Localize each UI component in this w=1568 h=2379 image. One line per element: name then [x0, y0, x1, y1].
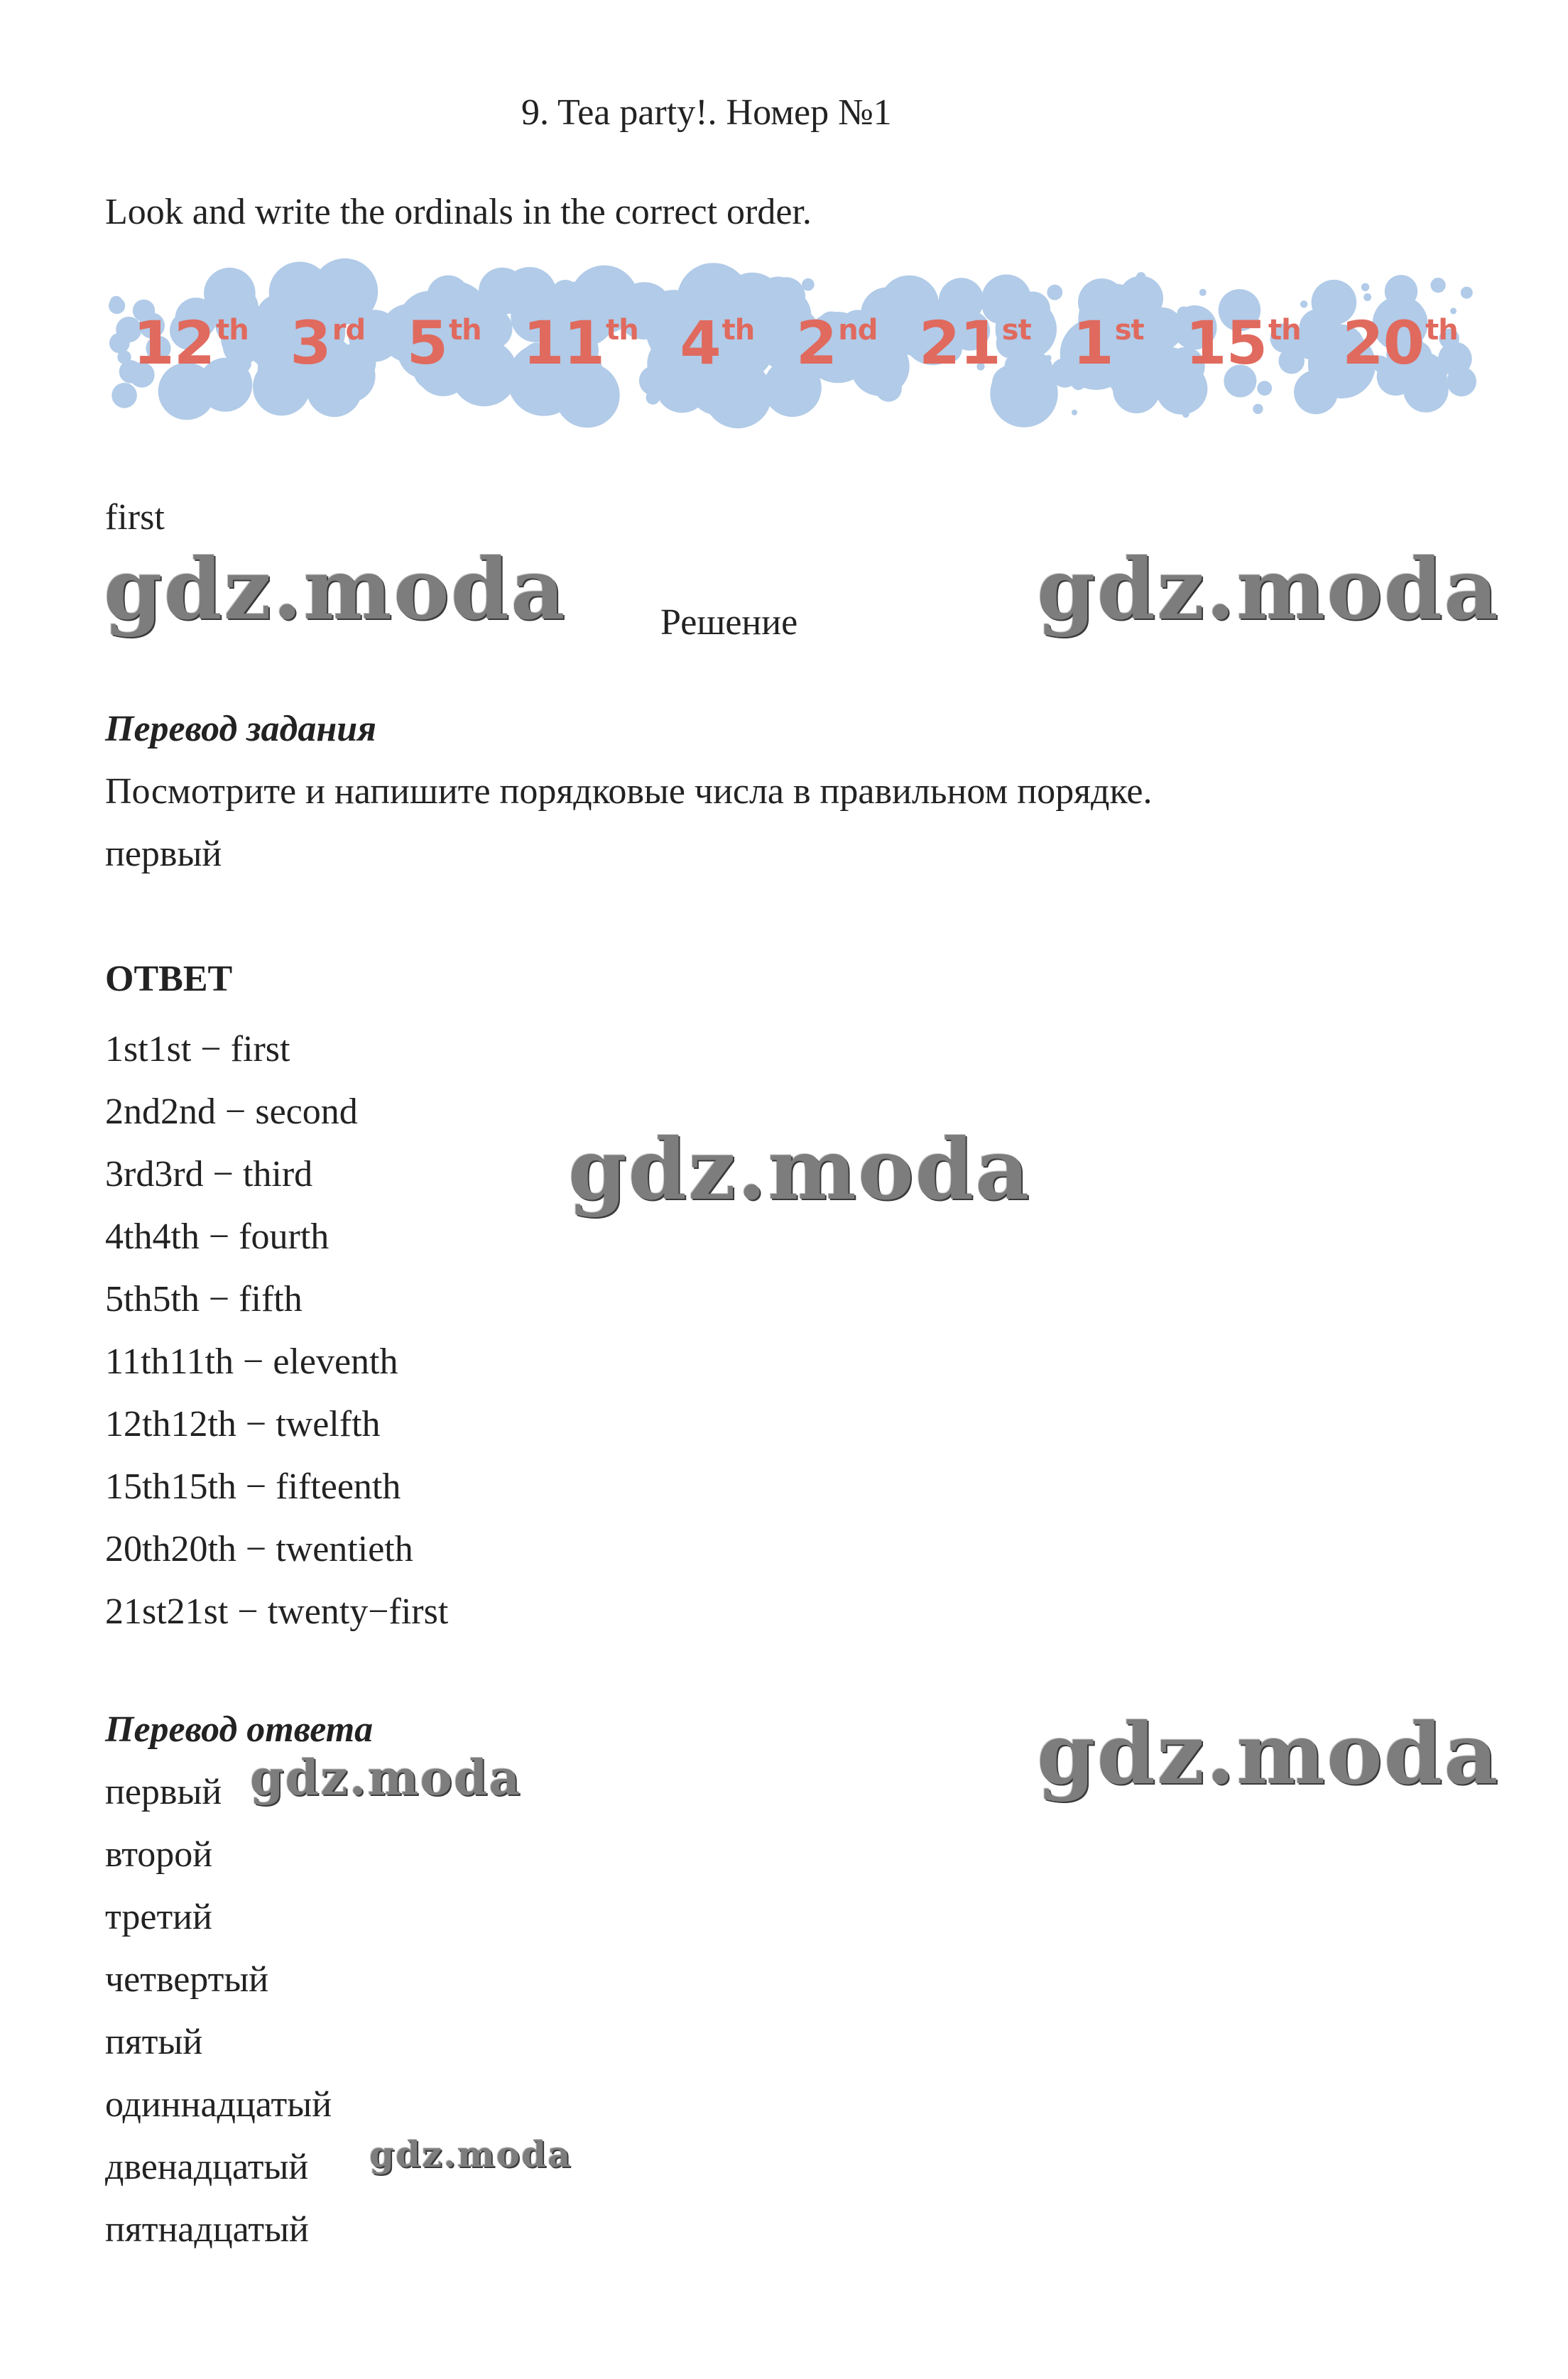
answer-item: 11th11th − eleventh	[105, 1341, 398, 1382]
answer-translation-list	[105, 1761, 332, 2261]
ordinal-number: 2	[795, 307, 837, 378]
answer-item: 15th15th − fifteenth	[105, 1466, 401, 1507]
ordinal-suffix: st	[1001, 313, 1031, 347]
answer-item: 12th12th − twelfth	[105, 1404, 381, 1444]
ordinal-number: 3	[290, 307, 331, 378]
ordinal-suffix: th	[1268, 313, 1301, 347]
answer-translation-item: одиннадцатый	[105, 2084, 332, 2125]
answer-translation-item: двенадцатый	[105, 2147, 309, 2187]
answer-item: 5th5th − fifth	[105, 1279, 303, 1319]
ordinal-suffix: th	[1425, 313, 1458, 347]
answer-heading: ОТВЕТ	[105, 959, 233, 999]
answer-translation-item: пятый	[105, 2022, 203, 2062]
ordinal-12th	[133, 308, 249, 378]
task-translation-text: Посмотрите и напишите порядковые числа в правильном порядке.	[105, 771, 1153, 812]
ordinal-1st	[1072, 308, 1143, 378]
ordinal-suffix: th	[606, 313, 638, 347]
ordinal-21st	[919, 308, 1031, 378]
ordinal-20th	[1342, 308, 1458, 378]
task-translation-example: первый	[105, 834, 222, 874]
ordinal-number: 12	[133, 307, 215, 378]
watermark: gdz.moda	[104, 540, 567, 638]
answer-item: 2nd2nd − second	[105, 1091, 358, 1132]
answer-translation-item: первый	[105, 1772, 222, 1812]
ordinal-11th	[523, 308, 638, 378]
watermark: gdz.moda	[568, 1120, 1031, 1219]
ordinal-15th	[1185, 308, 1301, 378]
ordinal-number: 15	[1185, 307, 1268, 378]
ordinal-suffix: th	[722, 313, 755, 347]
ordinal-3rd	[290, 308, 365, 378]
page-title: 9. Tea party!. Номер №1	[521, 92, 892, 133]
answer-translation-item: третий	[105, 1897, 212, 1937]
ordinal-2nd	[796, 308, 878, 378]
ordinal-suffix: th	[216, 313, 249, 347]
ordinal-suffix: nd	[838, 313, 878, 347]
solution-label: Решение	[660, 602, 798, 643]
answer-item: 20th20th − twentieth	[105, 1529, 413, 1569]
example-word: first	[105, 497, 165, 538]
ordinal-5th	[407, 308, 481, 378]
ordinal-suffix: th	[449, 313, 481, 347]
ordinal-4th	[680, 308, 754, 378]
answer-list	[105, 1018, 448, 1643]
answer-translation-heading: Перевод ответа	[105, 1709, 374, 1750]
ordinals-row	[105, 252, 1486, 433]
watermark: gdz.moda	[369, 2133, 572, 2175]
answer-translation-item: пятнадцатый	[105, 2209, 309, 2250]
answer-item: 1st1st − first	[105, 1029, 290, 1069]
ordinal-number: 5	[406, 307, 448, 378]
ordinal-number: 11	[523, 307, 605, 378]
answer-item: 4th4th − fourth	[105, 1216, 330, 1257]
ordinal-number: 4	[680, 307, 721, 378]
answer-translation-item: второй	[105, 1834, 213, 1875]
watermark: gdz.moda	[1037, 540, 1500, 638]
ordinal-suffix: rd	[332, 313, 366, 347]
answer-item: 21st21st − twenty−first	[105, 1591, 449, 1632]
ordinal-number: 1	[1072, 307, 1114, 378]
answer-item: 3rd3rd − third	[105, 1154, 313, 1194]
watermark: gdz.moda	[1037, 1704, 1500, 1803]
watermark: gdz.moda	[250, 1750, 522, 1807]
ordinal-number: 21	[918, 307, 1001, 378]
ordinals-banner	[105, 252, 1486, 433]
task-translation-heading: Перевод задания	[105, 709, 376, 749]
answer-translation-item: четвертый	[105, 1959, 269, 2000]
ordinal-suffix: st	[1114, 313, 1144, 347]
instruction-text: Look and write the ordinals in the correct order.	[105, 192, 812, 232]
ordinal-number: 20	[1342, 307, 1425, 378]
